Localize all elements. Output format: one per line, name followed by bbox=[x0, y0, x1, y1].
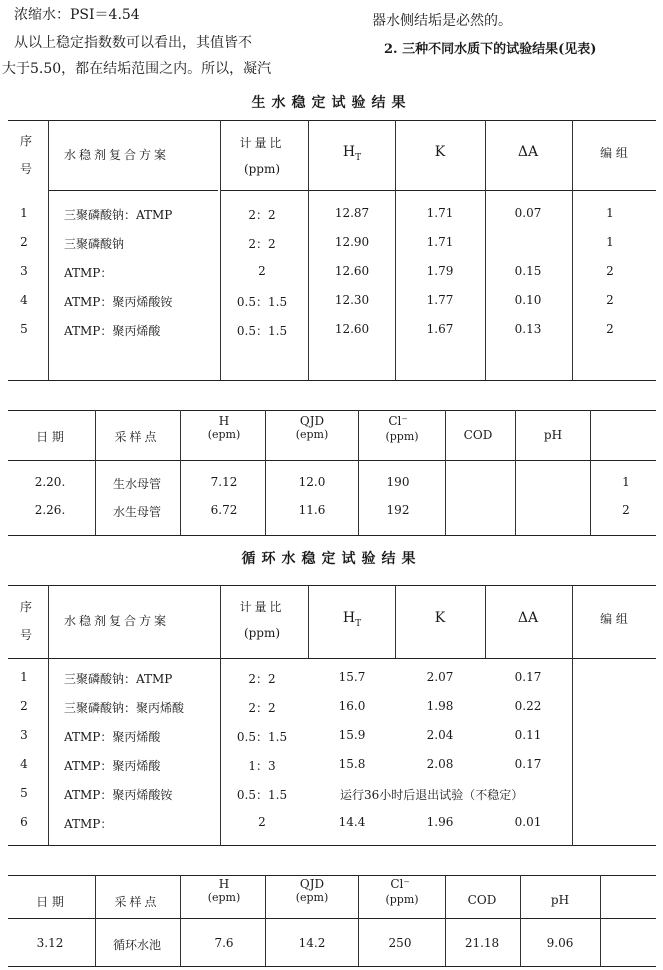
raw-sample-header-h: H bbox=[218, 414, 230, 428]
circ-header-scheme: 水稳剂复合方案 bbox=[64, 614, 170, 628]
raw-header-group: 编 组 bbox=[600, 146, 628, 160]
row-note: 运行36小时后退出试验（不稳定） bbox=[340, 788, 524, 802]
circ-header-group: 编 组 bbox=[600, 612, 628, 626]
raw-header-seq-bottom: 号 bbox=[19, 162, 33, 176]
raw-header-ratio: 计量比 bbox=[239, 136, 285, 150]
circ-header-seq-bottom: 号 bbox=[19, 628, 33, 642]
circ-header-seq-top: 序 bbox=[19, 600, 33, 614]
circ-header-ht: $H_T$ bbox=[342, 610, 362, 629]
circ-sample-header-date: 日 期 bbox=[36, 895, 64, 909]
raw-header-delta-a: ΔA bbox=[517, 144, 539, 160]
raw-header-seq-top: 序 bbox=[19, 134, 33, 148]
raw-sample-header-qjd-unit: (epm) bbox=[295, 428, 329, 441]
circ-table-title: 循环水稳定试验结果 bbox=[241, 551, 422, 567]
circ-header-k: K bbox=[434, 610, 446, 626]
raw-sample-header-ph: pH bbox=[543, 428, 563, 442]
intro-line-3: 大于5.50，都在结垢范围之内。所以，凝汽 bbox=[2, 61, 272, 77]
circ-sample-header-point: 采样点 bbox=[114, 895, 160, 909]
section-heading: 2. 三种不同水质下的试验结果(见表) bbox=[384, 42, 597, 57]
intro-line-2: 从以上稳定指数数可以看出，其值皆不 bbox=[14, 35, 252, 51]
raw-header-k: K bbox=[434, 144, 446, 160]
raw-sample-header-cod: COD bbox=[463, 428, 493, 442]
circ-sample-header-h: H bbox=[218, 877, 230, 891]
raw-sample-header-cl-unit: (ppm) bbox=[385, 430, 419, 443]
intro-line-1: 浓缩水：PSI＝4.54 bbox=[14, 7, 140, 23]
circ-sample-header-cod: COD bbox=[467, 893, 497, 907]
circ-header-delta-a: ΔA bbox=[517, 610, 539, 626]
circ-sample-header-h-unit: (epm) bbox=[207, 891, 241, 904]
circ-sample-header-ph: pH bbox=[550, 893, 570, 907]
circ-sample-header-qjd: QJD bbox=[299, 877, 325, 891]
circ-header-ratio: 计量比 bbox=[239, 600, 285, 614]
intro-right-line-1: 器水侧结垢是必然的。 bbox=[372, 13, 512, 29]
raw-header-ratio-unit: (ppm) bbox=[243, 162, 281, 176]
circ-sample-header-cl-unit: (ppm) bbox=[385, 893, 419, 906]
raw-sample-header-cl: Cl⁻ bbox=[388, 414, 408, 428]
raw-sample-header-qjd: QJD bbox=[299, 414, 325, 428]
raw-sample-header-point: 采样点 bbox=[114, 430, 160, 444]
raw-sample-header-h-unit: (epm) bbox=[207, 428, 241, 441]
raw-header-scheme: 水稳剂复合方案 bbox=[64, 148, 170, 162]
raw-header-ht: $H_T$ bbox=[342, 144, 362, 163]
circ-header-ratio-unit: (ppm) bbox=[243, 626, 281, 640]
raw-table-title: 生水稳定试验结果 bbox=[251, 95, 412, 111]
raw-sample-header-date: 日 期 bbox=[36, 430, 64, 444]
circ-sample-header-cl: Cl⁻ bbox=[390, 877, 410, 891]
circ-sample-header-qjd-unit: (epm) bbox=[295, 891, 329, 904]
